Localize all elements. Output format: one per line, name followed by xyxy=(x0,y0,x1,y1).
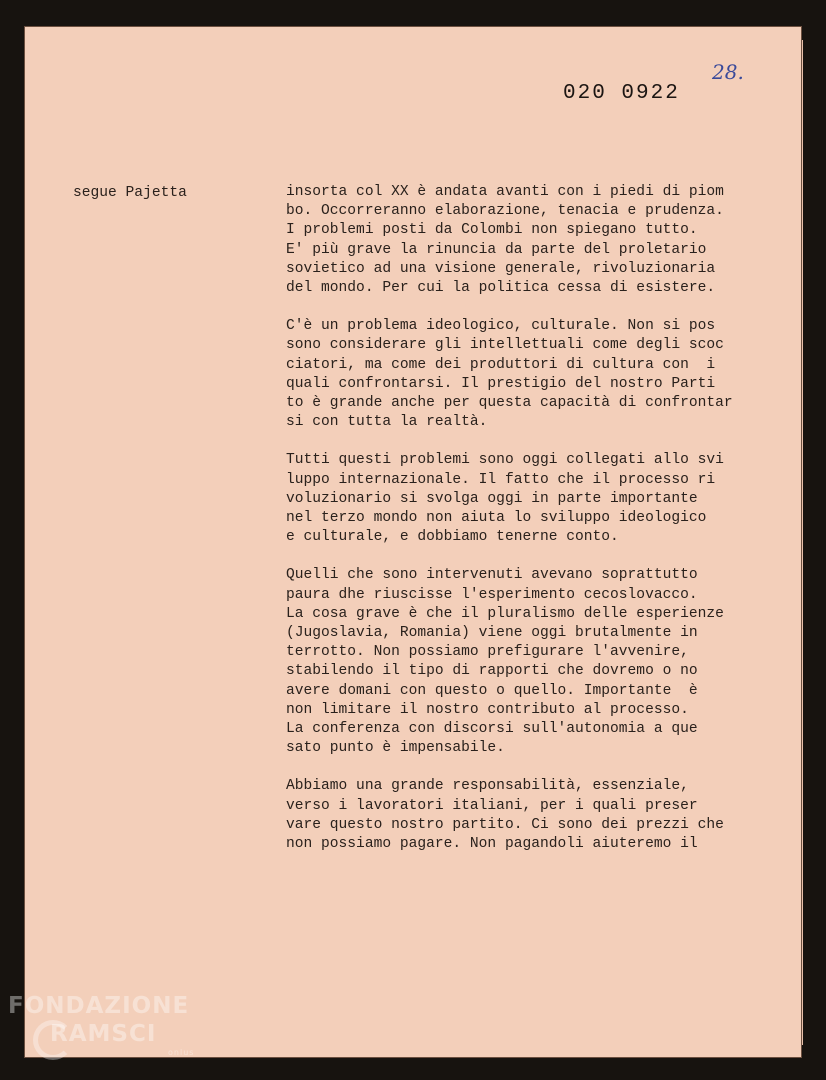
speaker-label: segue Pajetta xyxy=(73,185,187,201)
text-line: non limitare il nostro contributo al processo. xyxy=(286,701,689,718)
text-line: nel terzo mondo non aiuta lo sviluppo ideologico xyxy=(286,510,707,527)
text-line: C'è un problema ideologico, culturale. Non si pos xyxy=(286,318,716,335)
watermark-line-1: FONDAZIONE xyxy=(8,993,190,1019)
text-line: e culturale, e dobbiamo tenerne conto. xyxy=(286,529,619,546)
text-line: (Jugoslavia, Romania) viene oggi brutalmente in xyxy=(286,625,698,642)
text-line: sono considerare gli intellettuali come degli scoc xyxy=(286,337,724,354)
text-line: stabilendo il tipo di rapporti che dovremo o no xyxy=(286,663,698,680)
document-number: 020 0922 xyxy=(563,82,680,105)
text-line: La cosa grave è che il pluralismo delle esperienze xyxy=(286,605,724,622)
text-line: ciatori, ma come dei produttori di cultura con i xyxy=(286,356,716,373)
paragraph xyxy=(286,566,776,758)
text-line: del mondo. Per cui la politica cessa di esistere. xyxy=(286,280,716,297)
text-line: insorta col XX è andata avanti con i piedi di piom xyxy=(286,184,724,200)
watermark-line-2: RAMSCI xyxy=(50,1021,157,1047)
handwritten-page-number: 28. xyxy=(712,60,744,84)
paragraph-gap xyxy=(286,432,776,451)
paragraph-gap xyxy=(286,758,776,777)
watermark-line-3: onlus xyxy=(168,1048,195,1057)
text-line: Quelli che sono intervenuti avevano soprattutto xyxy=(286,567,698,584)
paragraph xyxy=(286,777,776,854)
text-line: verso i lavoratori italiani, per i quali preser xyxy=(286,797,698,814)
text-line: non possiamo pagare. Non pagandoli aiuteremo il xyxy=(286,836,698,853)
paragraph xyxy=(286,183,776,298)
text-line: La conferenza con discorsi sull'autonomia a que xyxy=(286,721,698,738)
text-line: quali confrontarsi. Il prestigio del nostro Parti xyxy=(286,375,716,392)
text-line: terrotto. Non possiamo prefigurare l'avvenire, xyxy=(286,644,689,661)
text-line: paura dhe riuscisse l'esperimento cecoslovacco. xyxy=(286,586,698,603)
text-line: avere domani con questo o quello. Importante è xyxy=(286,682,698,699)
text-line: si con tutta la realtà. xyxy=(286,414,488,431)
paragraph-gap xyxy=(286,298,776,317)
text-line: I problemi posti da Colombi non spiegano tutto. xyxy=(286,222,698,239)
paragraph xyxy=(286,317,776,432)
text-line: vare questo nostro partito. Ci sono dei prezzi che xyxy=(286,816,724,833)
text-line: sato punto è impensabile. xyxy=(286,740,505,757)
watermark-logo xyxy=(8,993,195,1057)
text-line: luppo internazionale. Il fatto che il processo ri xyxy=(286,471,716,488)
text-line: Tutti questi problemi sono oggi collegati allo svi xyxy=(286,452,724,469)
text-line: voluzionario si svolga oggi in parte importante xyxy=(286,490,698,507)
text-line: to è grande anche per questa capacità di confrontar xyxy=(286,395,733,412)
text-line: bo. Occorreranno elaborazione, tenacia e prudenza. xyxy=(286,203,724,220)
text-line: E' più grave la rinuncia da parte del proletario xyxy=(286,241,707,258)
paragraph-gap xyxy=(286,547,776,566)
body-text xyxy=(286,183,776,854)
text-line: Abbiamo una grande responsabilità, essenziale, xyxy=(286,778,689,795)
text-line: sovietico ad una visione generale, rivoluzionaria xyxy=(286,260,716,277)
paragraph xyxy=(286,451,776,547)
